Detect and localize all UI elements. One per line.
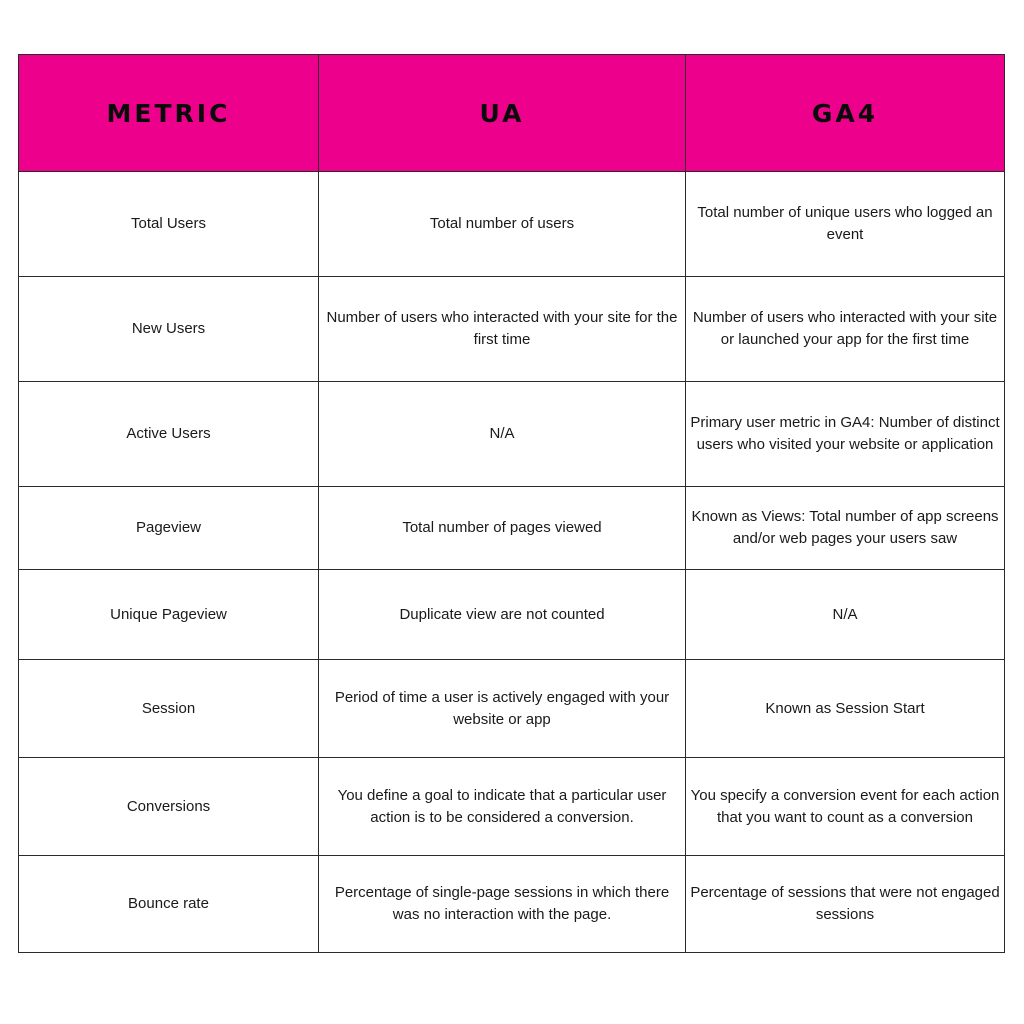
- ua-cell: [319, 172, 686, 277]
- metric-cell: [19, 172, 319, 277]
- header-ua: UA: [319, 55, 686, 172]
- ga4-cell: [686, 277, 1005, 382]
- metric-cell: [19, 758, 319, 856]
- metric-name: Unique Pageview: [110, 605, 227, 623]
- metrics-comparison-table: [18, 54, 1005, 953]
- ua-cell: [319, 570, 686, 660]
- ua-cell: [319, 758, 686, 856]
- ga4-cell: [686, 172, 1005, 277]
- ua-description: Total number of users: [429, 215, 575, 232]
- metric-name: Active Users: [126, 425, 211, 442]
- table-row: [19, 758, 1005, 856]
- ga4-cell: [686, 660, 1005, 758]
- table-row: [19, 660, 1005, 758]
- ga4-cell: [686, 758, 1005, 856]
- metric-name: Total Users: [130, 215, 207, 232]
- ua-description: N/A: [489, 425, 515, 442]
- ga4-description: Number of users who interacted with your site or launched your app for the first time: [692, 309, 998, 348]
- ga4-description: Total number of unique users who logged an event: [697, 204, 993, 243]
- ua-description: You define a goal to indicate that a particular user action is to be considered a conversion.: [337, 786, 667, 826]
- ua-description: Percentage of single-page sessions in which there was no interaction with the page.: [334, 884, 670, 923]
- table-row: [19, 382, 1005, 487]
- metric-name: Pageview: [135, 519, 202, 536]
- metric-name: Session: [141, 699, 196, 717]
- table-row: [19, 856, 1005, 953]
- header-metric: METRIC: [19, 55, 319, 172]
- ga4-cell: [686, 856, 1005, 953]
- comparison-table-container: [18, 54, 1004, 953]
- table-row: [19, 570, 1005, 660]
- ga4-cell: [686, 487, 1005, 570]
- ua-description: Total number of pages viewed: [402, 519, 602, 536]
- metric-cell: [19, 856, 319, 953]
- ga4-description: Percentage of sessions that were not engaged sessions: [690, 884, 1000, 923]
- metric-cell: [19, 487, 319, 570]
- metric-cell: [19, 570, 319, 660]
- ua-cell: [319, 487, 686, 570]
- ua-cell: [319, 856, 686, 953]
- table-row: [19, 277, 1005, 382]
- table-row: [19, 487, 1005, 570]
- ua-description: Duplicate view are not counted: [399, 605, 605, 623]
- metric-cell: [19, 277, 319, 382]
- table-row: [19, 172, 1005, 277]
- ga4-description: Known as Views: Total number of app screens and/or web pages your users saw: [691, 508, 999, 547]
- ua-cell: [319, 382, 686, 487]
- ga4-cell: [686, 570, 1005, 660]
- ua-cell: [319, 277, 686, 382]
- metric-name: New Users: [131, 320, 206, 337]
- ga4-cell: [686, 382, 1005, 487]
- ua-cell: [319, 660, 686, 758]
- ga4-description: Known as Session Start: [765, 699, 925, 717]
- ga4-description: You specify a conversion event for each action that you want to count as a conversion: [690, 786, 1000, 826]
- ga4-description: Primary user metric in GA4: Number of distinct users who visited your website or application: [690, 414, 1000, 453]
- header-ga4: GA4: [686, 55, 1005, 172]
- metric-name: Bounce rate: [128, 895, 209, 912]
- ua-description: Period of time a user is actively engaged with your website or app: [334, 688, 670, 728]
- header-row: [19, 55, 1005, 172]
- ga4-description: N/A: [832, 605, 858, 623]
- ua-description: Number of users who interacted with your site for the first time: [326, 309, 678, 348]
- metric-name: Conversions: [126, 797, 211, 815]
- metric-cell: [19, 382, 319, 487]
- metric-cell: [19, 660, 319, 758]
